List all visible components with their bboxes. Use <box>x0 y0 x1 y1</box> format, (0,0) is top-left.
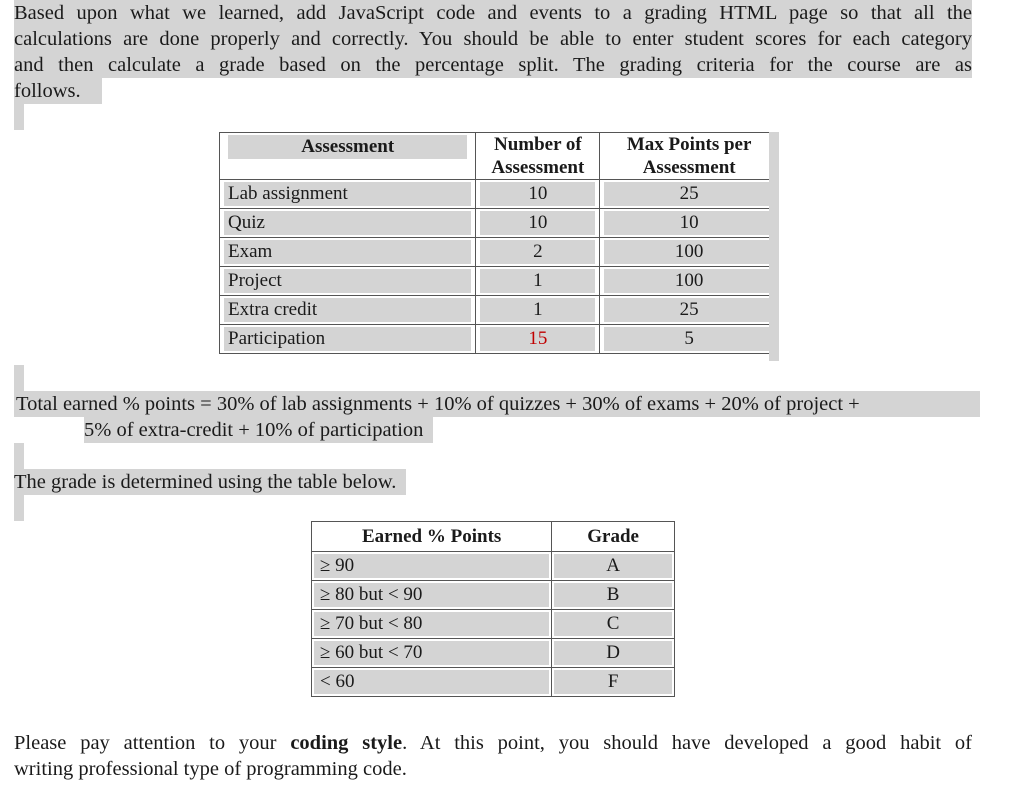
assessment-table-header <box>220 133 779 180</box>
header-number-of-assessment: Number of Assessment <box>476 133 600 180</box>
formula-line-2: 5% of extra-credit + 10% of participation <box>84 417 433 443</box>
highlight-stub <box>14 443 24 469</box>
closing-line-2: writing professional type of programming code. <box>14 758 407 780</box>
assessment-max-points: 5 <box>604 327 774 351</box>
grade-letter: A <box>554 554 672 578</box>
grade-range: ≥ 70 but < 80 <box>314 612 549 636</box>
table-row <box>312 552 675 581</box>
grade-letter: F <box>554 670 672 694</box>
assessment-count: 15 <box>480 327 595 351</box>
header-assessment: Assessment <box>220 133 476 180</box>
formula-paragraph <box>14 391 980 443</box>
assessment-count: 1 <box>480 298 595 322</box>
grade-table-header <box>312 522 675 552</box>
assessment-name: Extra credit <box>224 298 471 322</box>
grade-range: < 60 <box>314 670 549 694</box>
table-row <box>312 668 675 697</box>
assessment-count: 1 <box>480 269 595 293</box>
assessment-max-points: 25 <box>604 298 774 322</box>
table-edge-highlight <box>769 132 779 361</box>
highlight-stub <box>14 365 24 391</box>
table-row <box>312 639 675 668</box>
highlight-stub <box>14 104 24 130</box>
intro-line-4: follows. <box>14 78 102 104</box>
table-row <box>312 610 675 639</box>
assessment-name: Lab assignment <box>224 182 471 206</box>
intro-line-2: calculations are done properly and correctly. You should be able to enter student scores for each category <box>14 28 972 50</box>
intro-paragraph <box>14 0 972 111</box>
grade-range: ≥ 80 but < 90 <box>314 583 549 607</box>
assessment-name: Quiz <box>224 211 471 235</box>
table-row <box>220 238 779 267</box>
assessment-max-points: 25 <box>604 182 774 206</box>
grade-intro-text: The grade is determined using the table below. <box>14 469 406 495</box>
assessment-max-points: 100 <box>604 240 774 264</box>
table-row <box>312 581 675 610</box>
grade-table <box>311 521 675 697</box>
intro-line-3: and then calculate a grade based on the percentage split. The grading criteria for the course are as <box>14 54 972 76</box>
grade-letter: D <box>554 641 672 665</box>
assessment-count: 2 <box>480 240 595 264</box>
assessment-count: 10 <box>480 182 595 206</box>
highlight-stub <box>14 495 24 521</box>
formula-line-1: Total earned % points = 30% of lab assignments + 10% of quizzes + 30% of exams + 20% of project + <box>14 391 980 417</box>
grade-letter: B <box>554 583 672 607</box>
assessment-max-points: 100 <box>604 269 774 293</box>
table-row <box>220 209 779 238</box>
assessment-count: 10 <box>480 211 595 235</box>
table-row <box>220 180 779 209</box>
assessment-table <box>219 132 779 354</box>
grade-range: ≥ 60 but < 70 <box>314 641 549 665</box>
coding-style-emphasis: coding style <box>290 732 403 754</box>
grade-range: ≥ 90 <box>314 554 549 578</box>
grade-letter: C <box>554 612 672 636</box>
table-row <box>220 325 779 354</box>
assessment-name: Participation <box>224 327 471 351</box>
header-earned-points: Earned % Points <box>312 522 552 552</box>
table-row <box>220 296 779 325</box>
header-max-points: Max Points per Assessment <box>600 133 779 180</box>
header-grade: Grade <box>552 522 675 552</box>
assessment-max-points: 10 <box>604 211 774 235</box>
intro-line-1: Based upon what we learned, add JavaScript code and events to a grading HTML page so that all the <box>14 2 972 24</box>
assessment-name: Exam <box>224 240 471 264</box>
assessment-name: Project <box>224 269 471 293</box>
closing-line-1: Please pay attention to your coding style. At this point, you should have developed a good habit of <box>14 732 972 754</box>
closing-paragraph <box>14 730 972 782</box>
table-row <box>220 267 779 296</box>
